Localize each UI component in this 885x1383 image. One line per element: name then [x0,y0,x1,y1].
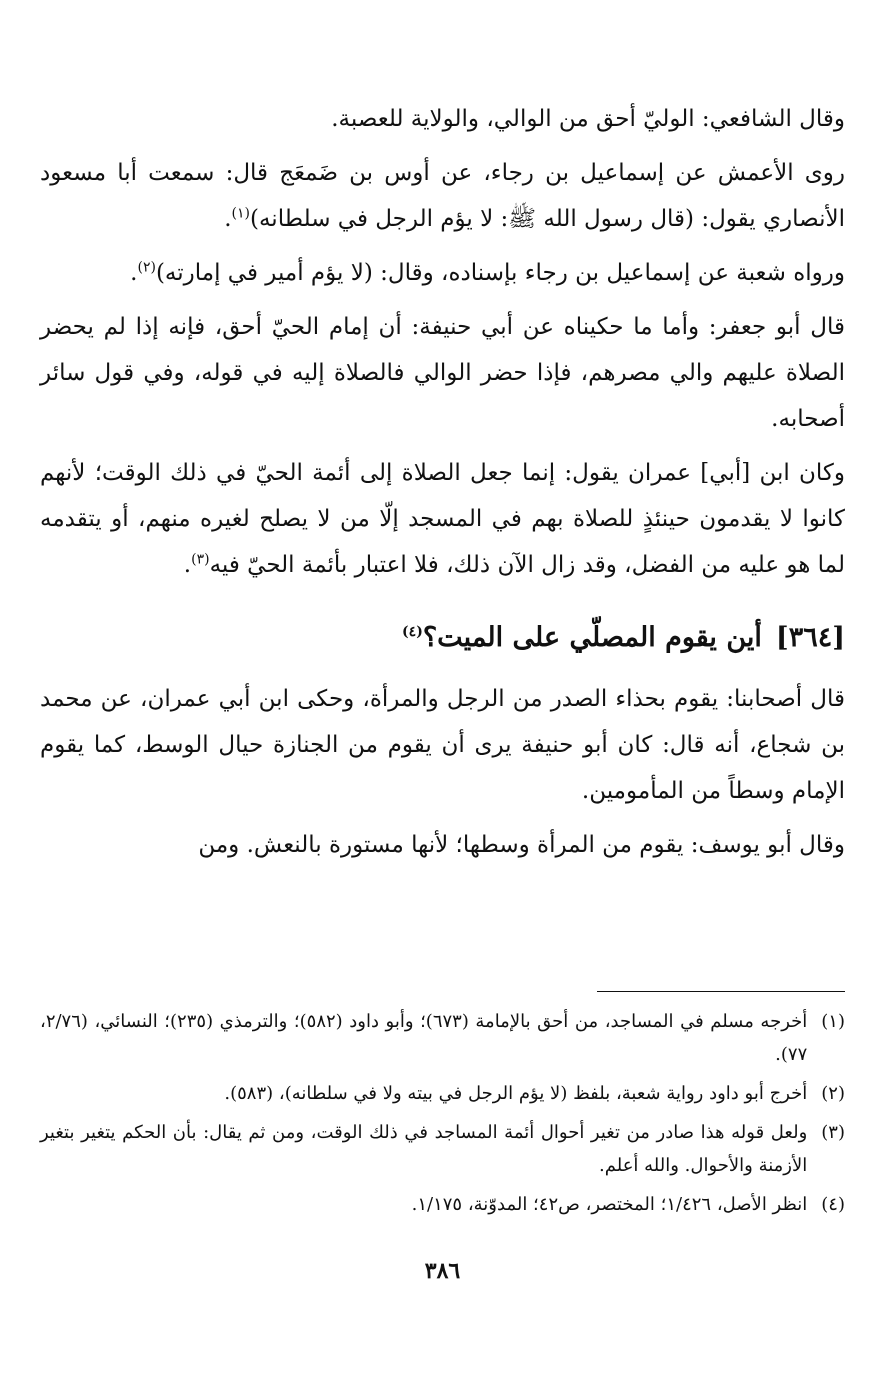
paragraph-ashabuna: قال أصحابنا: يقوم بحذاء الصدر من الرجل والمرأة، وحكى ابن أبي عمران، عن محمد بن شجاع، أنه قال: كان أبو حنيفة يرى أن يقوم من الجنازة حيال الوسط، كما يقوم الإمام وسطاً من المأمومين. [40,686,845,804]
paragraph-abu-yusuf: وقال أبو يوسف: يقوم من المرأة وسطها؛ لأنها مستورة بالنعش. ومن [198,832,845,858]
footnote-text: أخرجه مسلم في المساجد، من أحق بالإمامة (٦٧٣)؛ وأبو داود (٥٨٢)؛ والترمذي (٢٣٥)؛ النسائي، (٢/٧٦، ٧٧). [40,1011,808,1065]
paragraph-ibn-abi-imran: وكان ابن [أبي] عمران يقول: إنما جعل الصلاة إلى أئمة الحيّ في ذلك الوقت؛ لأنهم كانوا لا يقدمون حينئذٍ للصلاة بهم في المسجد إلّا من لا يصلح لغيره منهم، أو يتقدمه لما هو عليه من الفضل، وقد زال الآن ذلك، فلا اعتبار بأئمة الحيّ فيه$^{(٣)}$. [40,460,845,578]
footnote-number: (١) [821,1011,845,1032]
section-heading [40,616,845,660]
footnote-divider [597,991,845,992]
paragraph-amash-narration: روى الأعمش عن إسماعيل بن رجاء، عن أوس بن ضَمعَج قال: سمعت أبا مسعود الأنصاري يقول: (قال رسول الله ﷺ: لا يؤم الرجل في سلطانه)$^{(١)}$. [40,160,845,232]
footnote [40,1188,845,1221]
paragraph-shafii: وقال الشافعي: الوليّ أحق من الوالي، والولاية للعصبة. [331,106,845,132]
section-title: أين يقوم المصلّي على الميت؟ [422,622,762,653]
paragraph-shuba-narration: ورواه شعبة عن إسماعيل بن رجاء بإسناده، وقال: (لا يؤم أمير في إمارته)$^{(٢)}$. [130,259,845,286]
footnote [40,1005,845,1071]
footnote [40,1116,845,1182]
page-number: ٣٨٦ [424,1258,461,1284]
footnote-marker: (٣) [191,551,210,568]
footnote [40,1077,845,1110]
paragraph-text: ورواه شعبة عن إسماعيل بن رجاء بإسناده، وقال: (لا يؤم أمير في إمارته) [155,260,845,286]
footnote-number: (٢) [821,1083,845,1104]
main-text [40,96,845,876]
paragraph-text: روى الأعمش عن إسماعيل بن رجاء، عن أوس بن ضَمعَج قال: سمعت أبا مسعود الأنصاري يقول: (قال رسول الله ﷺ: لا يؤم الرجل في سلطانه) [40,160,845,232]
footnote-text: ولعل قوله هذا صادر من تغير أحوال أئمة المساجد في ذلك الوقت، ومن ثم يقال: بأن الحكم يتغير بتغير الأزمنة والأحوال. والله أعلم. [40,1122,808,1176]
footnote-marker: (٤) [402,624,423,640]
footnote-text: أخرج أبو داود رواية شعبة، بلفظ (لا يؤم الرجل في بيته ولا في سلطانه)، (٥٨٣). [224,1083,808,1104]
footnote-marker: (٢) [137,259,156,276]
footnote-text: انظر الأصل، ١/٤٢٦؛ المختصر، ص٤٢؛ المدوّنة، ١/١٧٥. [411,1194,808,1215]
footnote-number: (٤) [821,1194,845,1215]
footnotes [40,1005,845,1227]
paragraph-text: وكان ابن [أبي] عمران يقول: إنما جعل الصلاة إلى أئمة الحيّ في ذلك الوقت؛ لأنهم كانوا لا يقدمون حينئذٍ للصلاة بهم في المسجد إلّا من لا يصلح لغيره منهم، أو يتقدمه لما هو عليه من الفضل، وقد زال الآن ذلك، فلا اعتبار بأئمة الحيّ فيه [40,460,845,578]
section-number: [٣٦٤] [775,622,845,653]
footnote-number: (٣) [821,1122,845,1143]
paragraph-abu-jafar: قال أبو جعفر: وأما ما حكيناه عن أبي حنيفة: أن إمام الحيّ أحق، فإنه إذا لم يحضر الصلاة عليهم والي مصرهم، فإذا حضر الوالي فالصلاة إليه في قوله، وفي قول سائر أصحابه. [40,314,845,432]
footnote-marker: (١) [231,205,250,222]
